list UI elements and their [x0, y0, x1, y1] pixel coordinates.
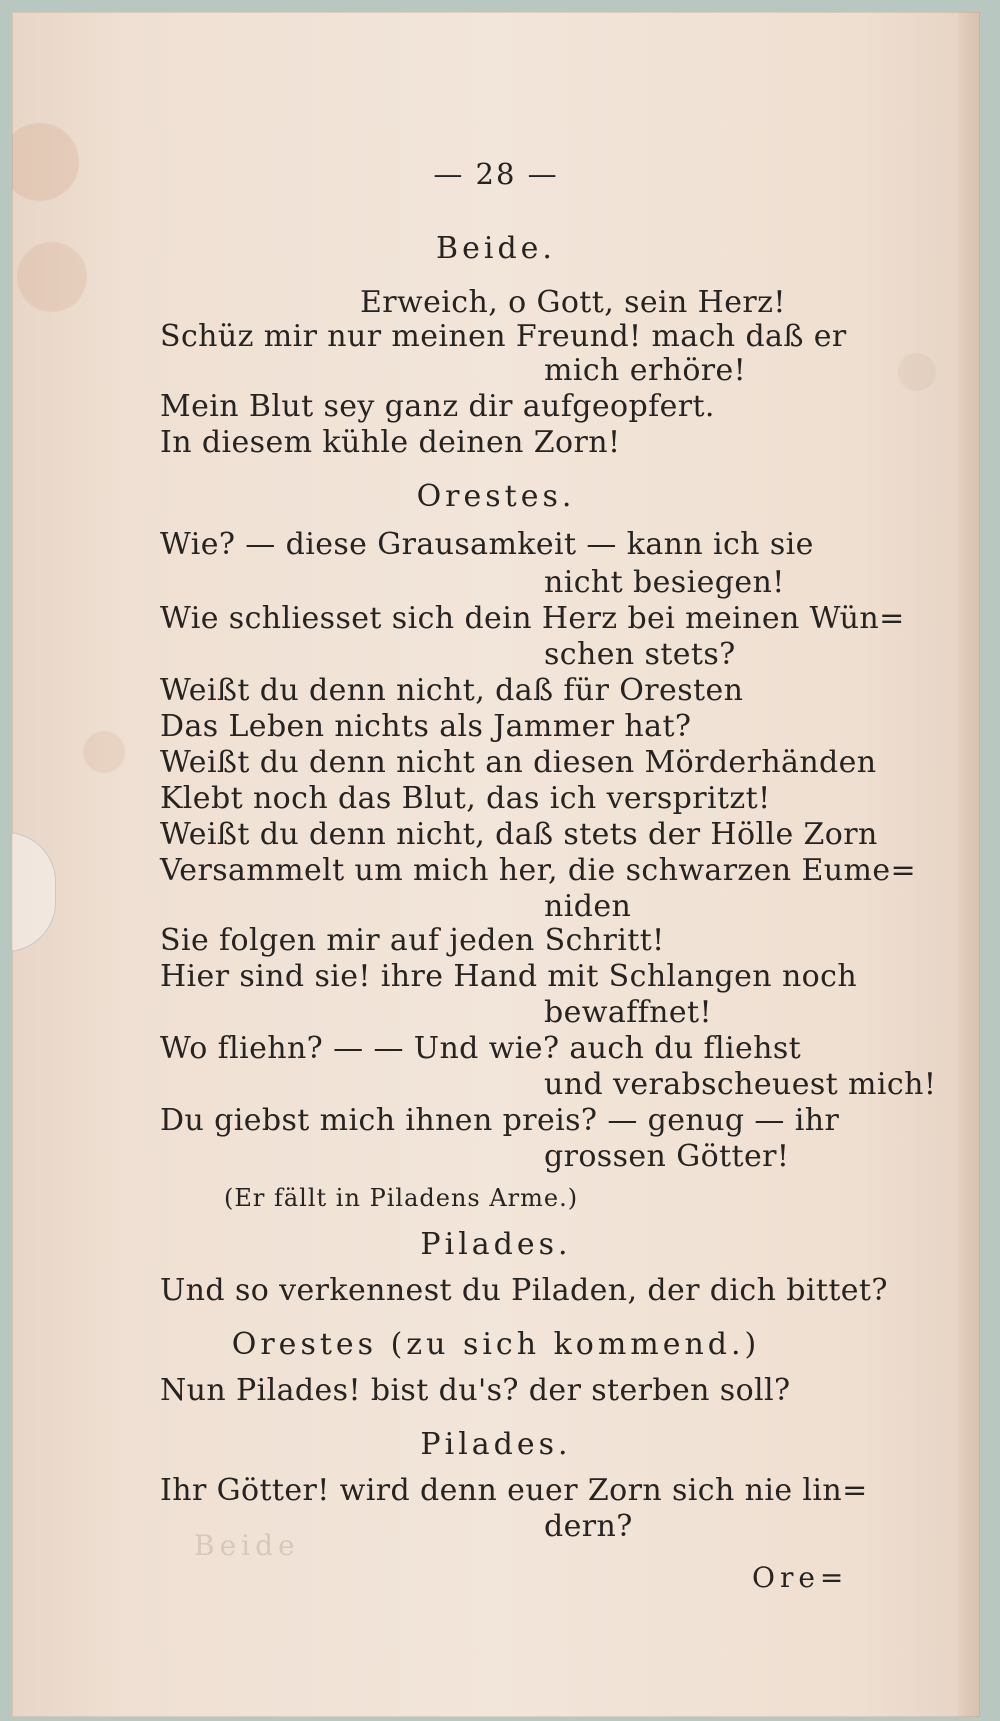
- verse-line-14: Hier sind sie! ihre Hand mit Schlangen noch: [160, 959, 858, 994]
- speaker-pilades-2: Pilades.: [420, 1427, 572, 1462]
- verse-line-17: Und so verkennest du Piladen, der dich bittet?: [160, 1273, 888, 1308]
- verse-line-1: Erweich, o Gott, sein Herz!: [360, 285, 786, 320]
- verse-line-15-continuation: und verabscheuest mich!: [544, 1067, 937, 1102]
- verse-line-13: Sie folgen mir auf jeden Schritt!: [160, 923, 665, 958]
- verse-line-10: Klebt noch das Blut, das ich verspritzt!: [160, 781, 771, 816]
- verse-line-2-continuation: mich erhöre!: [544, 353, 747, 388]
- verse-line-15: Wo fliehn? — — Und wie? auch du fliehst: [160, 1031, 802, 1066]
- book-page: [12, 12, 980, 1717]
- verse-line-2: Schüz mir nur meinen Freund! mach daß er: [160, 319, 847, 354]
- verse-line-12-continuation: niden: [544, 889, 632, 924]
- verse-line-8: Das Leben nichts als Jammer hat?: [160, 709, 692, 744]
- verse-line-5: Wie? — diese Grausamkeit — kann ich sie: [160, 527, 814, 562]
- page-text: [12, 12, 980, 1717]
- catchword: Ore=: [752, 1561, 849, 1594]
- verse-line-18: Nun Pilades! bist du's? der sterben soll?: [160, 1373, 791, 1408]
- verse-line-16-continuation: grossen Götter!: [544, 1139, 790, 1174]
- page-number: — 28 —: [433, 157, 559, 191]
- stage-direction: (Er fällt in Piladens Arme.): [224, 1184, 579, 1212]
- verse-line-11: Weißt du denn nicht, daß stets der Hölle Zorn: [160, 817, 878, 852]
- speaker-beide: Beide.: [436, 231, 556, 266]
- verse-line-9: Weißt du denn nicht an diesen Mörderhänden: [160, 745, 877, 780]
- verse-line-5-continuation: nicht besiegen!: [544, 565, 785, 600]
- verse-line-16: Du giebst mich ihnen preis? — genug — ihr: [160, 1103, 840, 1138]
- speaker-pilades-1: Pilades.: [420, 1227, 572, 1262]
- verse-line-3: Mein Blut sey ganz dir aufgeopfert.: [160, 389, 715, 424]
- verse-line-6-continuation: schen stets?: [544, 637, 736, 672]
- speaker-orestes-note: Orestes (zu sich kommend.): [231, 1327, 761, 1362]
- verse-line-7: Weißt du denn nicht, daß für Oresten: [160, 673, 744, 708]
- bleed-through-text: Beide: [194, 1529, 300, 1562]
- verse-line-12: Versammelt um mich her, die schwarzen Eume=: [160, 853, 917, 888]
- verse-line-19: Ihr Götter! wird denn euer Zorn sich nie lin=: [160, 1473, 868, 1508]
- verse-line-19-continuation: dern?: [544, 1509, 633, 1544]
- verse-line-6: Wie schliesset sich dein Herz bei meinen Wün=: [160, 601, 905, 636]
- speaker-orestes: Orestes.: [416, 479, 576, 514]
- verse-line-14-continuation: bewaffnet!: [544, 995, 712, 1030]
- verse-line-4: In diesem kühle deinen Zorn!: [160, 425, 621, 460]
